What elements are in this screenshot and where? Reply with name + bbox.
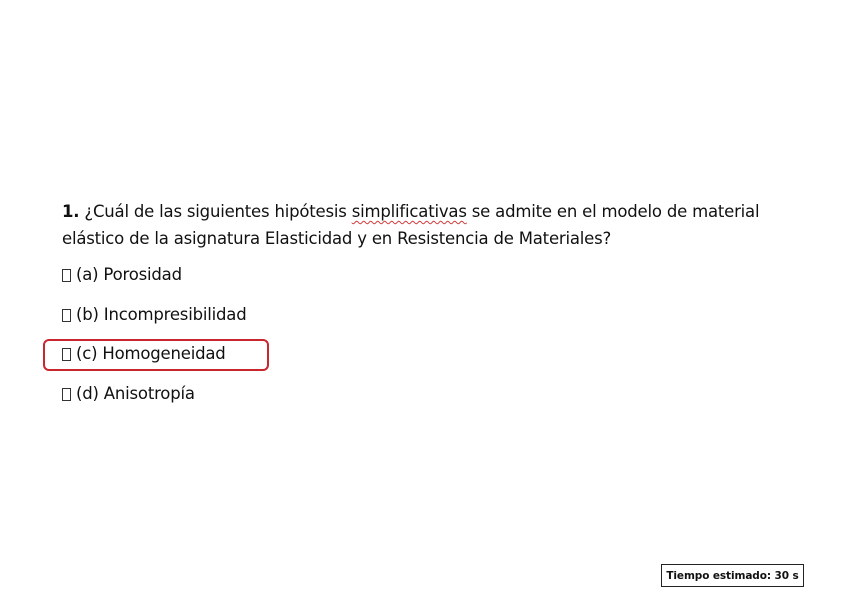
option-d[interactable] bbox=[62, 384, 195, 404]
checkbox-icon[interactable] bbox=[62, 388, 71, 401]
option-d-label: (d) Anisotropía bbox=[76, 384, 195, 403]
checkbox-icon[interactable] bbox=[62, 309, 71, 322]
option-b[interactable] bbox=[62, 305, 246, 325]
question-text-after: se admite en el modelo de material elástico de la asignatura Elasticidad y en Resistencia de Materiales? bbox=[62, 202, 760, 248]
question-text bbox=[62, 198, 822, 252]
option-c[interactable] bbox=[62, 344, 226, 364]
question-misspelled-word: simplificativas bbox=[351, 202, 467, 221]
option-b-label: (b) Incompresibilidad bbox=[76, 305, 247, 324]
option-c-label: (c) Homogeneidad bbox=[76, 344, 226, 363]
estimated-time-label: Tiempo estimado: 30 s bbox=[666, 569, 799, 582]
question-text-before: ¿Cuál de las siguientes hipótesis bbox=[79, 202, 352, 221]
estimated-time-box bbox=[661, 564, 804, 587]
question-number: 1. bbox=[62, 202, 80, 221]
option-a[interactable] bbox=[62, 265, 182, 285]
option-a-label: (a) Porosidad bbox=[76, 265, 182, 284]
checkbox-icon[interactable] bbox=[62, 269, 71, 282]
checkbox-icon[interactable] bbox=[62, 348, 71, 361]
